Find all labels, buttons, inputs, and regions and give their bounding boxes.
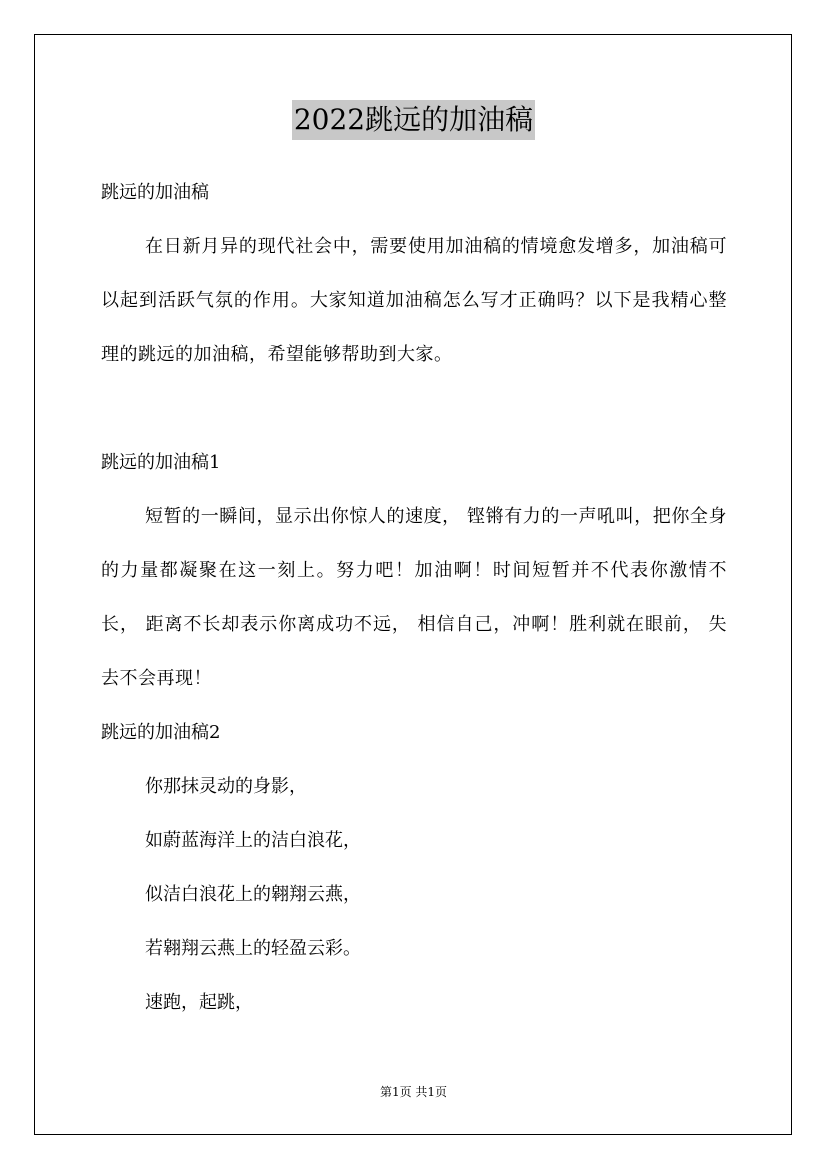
poem-line: 若翱翔云燕上的轻盈云彩。: [145, 938, 361, 959]
poem-line: 如蔚蓝海洋上的洁白浪花，: [145, 830, 361, 851]
document-title: 2022跳远的加油稿: [292, 100, 535, 140]
poem-line: 似洁白浪花上的翱翔云燕，: [145, 884, 361, 905]
poem-line: 速跑，起跳，: [145, 992, 253, 1013]
title-container: [0, 100, 827, 140]
section-1-heading: 跳远的加油稿1: [101, 452, 221, 473]
section-2-heading: 跳远的加油稿2: [101, 722, 221, 743]
poem-line: 你那抹灵动的身影，: [145, 776, 307, 797]
intro-heading: 跳远的加油稿: [101, 182, 209, 203]
intro-paragraph: 在日新月异的现代社会中，需要使用加油稿的情境愈发增多，加油稿可以起到活跃气氛的作用。大家知道加油稿怎么写才正确吗？以下是我精心整理的跳远的加油稿，希望能够帮助到大家。: [101, 236, 727, 365]
section-1-paragraph: 短暂的一瞬间，显示出你惊人的速度， 铿锵有力的一声吼叫，把你全身的力量都凝聚在这一刻上。努力吧！加油啊！时间短暂并不代表你激情不长， 距离不长却表示你离成功不远， 相信自己，冲啊！胜利就在眼前， 失去不会再现！: [101, 506, 727, 689]
page-footer: 第1页 共1页: [379, 1085, 448, 1099]
document-body: [101, 166, 727, 1030]
blank-line: [101, 382, 727, 436]
